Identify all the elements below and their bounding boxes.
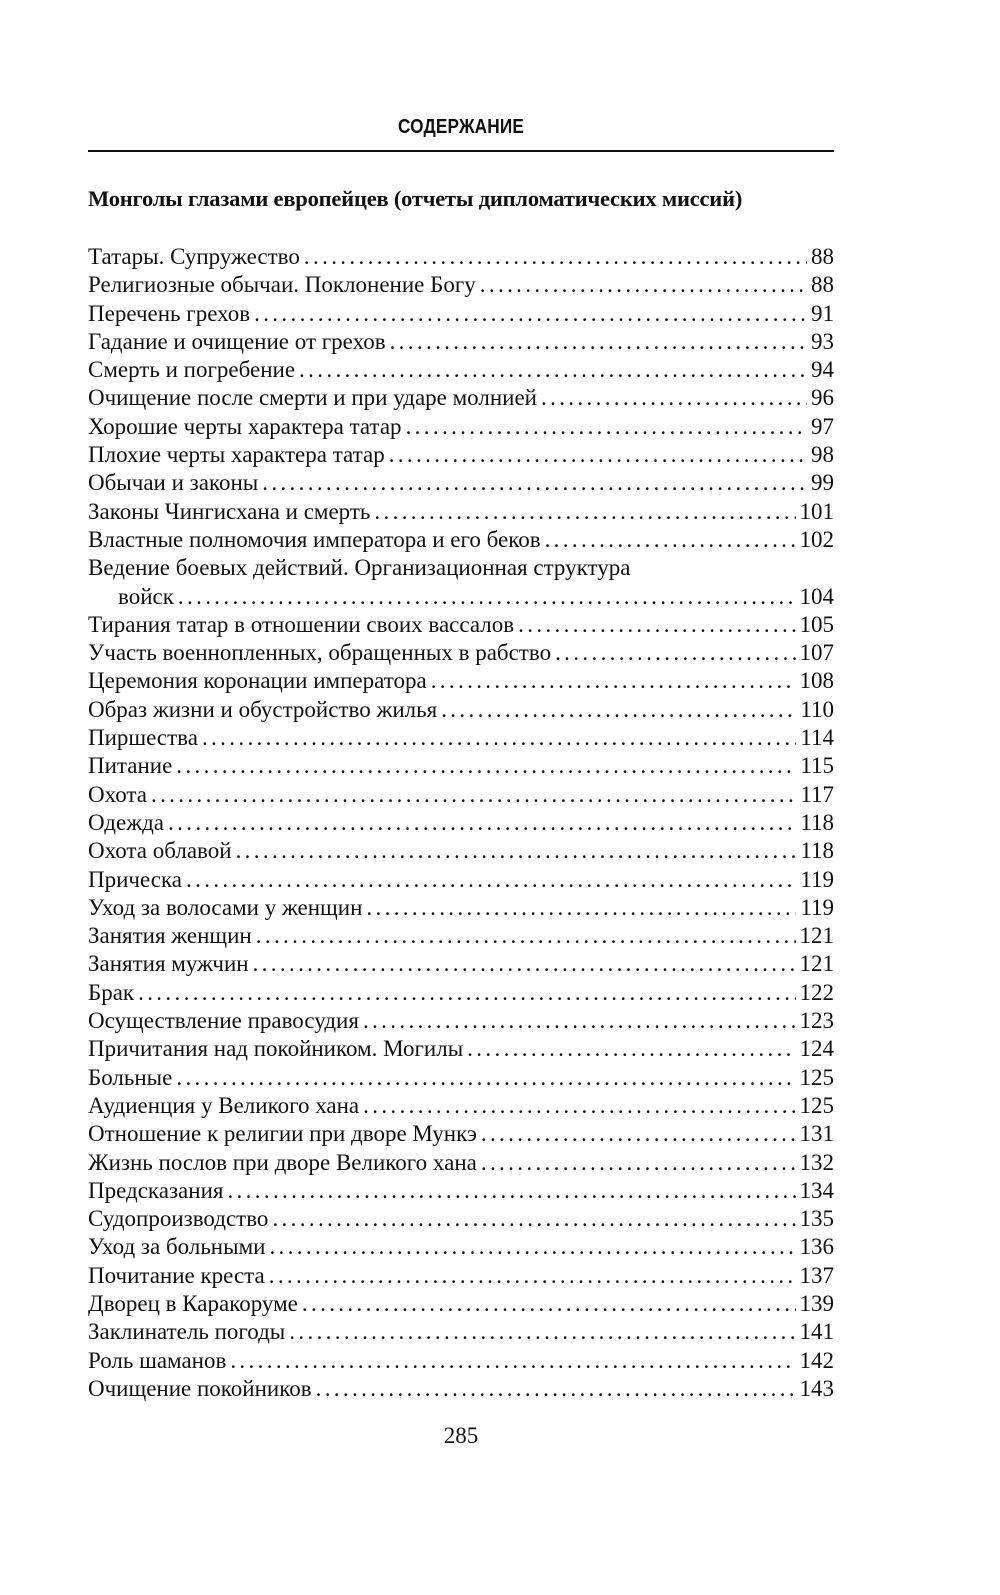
dot-leader xyxy=(545,526,796,554)
toc-entry xyxy=(88,1290,834,1318)
dot-leader xyxy=(227,1177,795,1205)
toc-entry-title: Уход за волосами у женщин xyxy=(88,894,363,920)
toc-entry xyxy=(88,583,834,611)
toc-entry-page: 96 xyxy=(811,385,834,411)
dot-leader xyxy=(151,781,796,809)
toc-entry xyxy=(88,413,834,441)
toc-entry-title: Одежда xyxy=(88,809,165,835)
toc-entry-page: 131 xyxy=(799,1121,834,1147)
dot-leader xyxy=(431,667,796,695)
toc-entry xyxy=(88,837,834,865)
toc-entry-title: Законы Чингисхана и смерть xyxy=(88,498,371,524)
dot-leader xyxy=(236,837,797,865)
dot-leader xyxy=(262,469,807,497)
toc-entry-page: 88 xyxy=(811,244,834,269)
toc-entry xyxy=(88,1347,834,1375)
toc-entry-page: 119 xyxy=(800,894,834,920)
toc-entry-page: 108 xyxy=(799,668,834,694)
dot-leader xyxy=(176,752,796,780)
dot-leader xyxy=(441,696,796,724)
toc-entry-page: 94 xyxy=(811,357,834,383)
dot-leader xyxy=(269,1233,795,1261)
toc-entry-title: Очищение покойников xyxy=(88,1375,312,1401)
toc-entry-page: 93 xyxy=(811,328,834,354)
dot-leader xyxy=(254,300,807,328)
dot-leader xyxy=(253,950,796,978)
toc-entry-title: Занятия мужчин xyxy=(88,951,249,977)
toc-entry-page: 134 xyxy=(799,1177,834,1203)
dot-leader xyxy=(269,1262,796,1290)
toc-entry-page: 122 xyxy=(799,979,834,1005)
dot-leader xyxy=(202,724,796,752)
toc-entry xyxy=(88,611,834,639)
toc-entry-page: 136 xyxy=(799,1234,834,1260)
toc-entry xyxy=(88,271,834,299)
toc-entry xyxy=(88,696,834,724)
toc-entry xyxy=(88,639,834,667)
dot-leader xyxy=(406,413,807,441)
toc-entry-title: Тирания татар в отношении своих вассалов xyxy=(88,611,515,637)
dot-leader xyxy=(178,583,796,611)
toc-entry-page: 142 xyxy=(799,1347,834,1373)
toc-entry xyxy=(88,1233,834,1261)
toc-entry-page: 121 xyxy=(799,923,834,949)
dot-leader xyxy=(256,922,796,950)
toc-entry-title: Участь военнопленных, обращенных в рабство xyxy=(88,640,552,666)
dot-leader xyxy=(302,1290,796,1318)
toc-entry xyxy=(88,1149,834,1177)
dot-leader xyxy=(518,611,795,639)
toc-entry-page: 88 xyxy=(811,272,834,298)
toc-entry-title: Почитание креста xyxy=(88,1262,265,1288)
toc-entry-title: Хорошие черты характера татар xyxy=(88,413,402,439)
toc-entry-title: Больные xyxy=(88,1064,173,1090)
dot-leader xyxy=(186,866,796,894)
toc-entry-title: Смерть и погребение xyxy=(88,357,296,383)
toc-entry-page: 105 xyxy=(799,611,834,637)
dot-leader xyxy=(272,1205,795,1233)
toc-entry-title: Пиршества xyxy=(88,725,198,751)
toc-entry-page: 132 xyxy=(799,1149,834,1175)
toc-entry-page: 125 xyxy=(799,1092,834,1118)
toc-entry-title: Охота xyxy=(88,781,147,807)
toc-entry xyxy=(88,781,834,809)
toc-entry xyxy=(88,866,834,894)
dot-leader xyxy=(363,1092,795,1120)
toc-entry-page: 104 xyxy=(799,583,834,609)
toc-entry-title: Церемония коронации императора xyxy=(88,668,427,694)
toc-entry xyxy=(88,979,834,1007)
toc-entry-title: Охота облавой xyxy=(88,838,232,864)
toc-entry-page: 98 xyxy=(811,442,834,468)
toc-entry-page: 91 xyxy=(811,300,834,326)
toc-entry xyxy=(88,441,834,469)
toc-entry-title: Религиозные обычаи. Поклонение Богу xyxy=(88,272,476,298)
toc-entry-title: Гадание и очищение от грехов xyxy=(88,328,386,354)
toc-entry-page: 137 xyxy=(799,1262,834,1288)
toc-entry-title: Властные полномочия императора и его беков xyxy=(88,526,541,552)
toc-entry xyxy=(88,752,834,780)
dot-leader xyxy=(555,639,795,667)
header-rule xyxy=(88,150,834,152)
toc-entry-title: Очищение после смерти и при ударе молнией xyxy=(88,385,537,411)
toc-entry-title: Причитания над покойником. Могилы xyxy=(88,1036,464,1062)
dot-leader xyxy=(390,328,807,356)
toc-entry-page: 143 xyxy=(799,1375,834,1401)
toc-entry-page: 125 xyxy=(799,1064,834,1090)
toc-entry xyxy=(88,667,834,695)
dot-leader xyxy=(289,1318,795,1346)
toc-entry-title: Питание xyxy=(88,753,173,779)
toc-entry xyxy=(88,469,834,497)
toc-entry-title: Татары. Супружество xyxy=(88,244,300,269)
toc-entry-line1 xyxy=(88,554,834,582)
toc-entry xyxy=(88,243,834,271)
toc-entry-title: Отношение к религии при дворе Мункэ xyxy=(88,1121,477,1147)
toc-entry-title: Плохие черты характера татар xyxy=(88,442,385,468)
toc-entry-title: Жизнь послов при дворе Великого хана xyxy=(88,1149,477,1175)
toc-entry-page: 118 xyxy=(800,809,834,835)
toc-entry-page: 99 xyxy=(811,470,834,496)
toc-entry xyxy=(88,1007,834,1035)
toc-entry xyxy=(88,809,834,837)
toc-entry-title: Предсказания xyxy=(88,1177,224,1203)
toc-entry xyxy=(88,328,834,356)
toc-entry-page: 141 xyxy=(799,1319,834,1345)
toc-entry xyxy=(88,1177,834,1205)
dot-leader xyxy=(230,1347,795,1375)
dot-leader xyxy=(541,384,807,412)
dot-leader xyxy=(480,271,807,299)
toc-entry-title-line1: Ведение боевых действий. Организационная структура xyxy=(88,555,631,581)
dot-leader xyxy=(299,356,807,384)
toc-entry xyxy=(88,384,834,412)
dot-leader xyxy=(374,498,795,526)
dot-leader xyxy=(389,441,807,469)
running-head: СОДЕРЖАНИЕ xyxy=(397,116,525,138)
toc-entry-page: 121 xyxy=(799,951,834,977)
toc-entry-title: Уход за больными xyxy=(88,1234,266,1260)
toc-entry-title: Брак xyxy=(88,979,135,1005)
dot-leader xyxy=(366,894,796,922)
toc-entry xyxy=(88,356,834,384)
toc-entry-title: Образ жизни и обустройство жилья xyxy=(88,696,438,722)
dot-leader xyxy=(363,1007,796,1035)
toc-entry-title: войск xyxy=(118,583,174,609)
toc-entry-page: 114 xyxy=(800,725,834,751)
toc-entry-page: 124 xyxy=(799,1036,834,1062)
dot-leader xyxy=(138,979,795,1007)
page-number: 285 xyxy=(443,1423,479,1448)
toc-entry xyxy=(88,526,834,554)
toc-entry-title: Занятия женщин xyxy=(88,923,252,949)
toc-entry xyxy=(88,1035,834,1063)
toc-entry-page: 139 xyxy=(799,1290,834,1316)
toc-entry-title: Заклинатель погоды xyxy=(88,1319,286,1345)
section-title: Монголы глазами европейцев (отчеты дипломатических миссий) xyxy=(88,186,743,211)
toc-entry xyxy=(88,1205,834,1233)
toc-entry-page: 123 xyxy=(799,1008,834,1034)
toc-entry-page: 117 xyxy=(800,781,834,807)
dot-leader xyxy=(304,243,807,271)
toc-entry-title: Обычаи и законы xyxy=(88,470,259,496)
toc-entry-page: 115 xyxy=(800,753,834,779)
toc-entry-page: 135 xyxy=(799,1206,834,1232)
dot-leader xyxy=(168,809,796,837)
toc-entry-page: 118 xyxy=(800,838,834,864)
toc-entry-title: Судопроизводство xyxy=(88,1206,269,1232)
dot-leader xyxy=(176,1064,795,1092)
toc-entry xyxy=(88,1092,834,1120)
toc-entry xyxy=(88,894,834,922)
dot-leader xyxy=(467,1035,795,1063)
toc-entry-page: 119 xyxy=(800,866,834,892)
table-of-contents xyxy=(88,243,834,1403)
toc-entry xyxy=(88,1318,834,1346)
toc-entry-title: Прическа xyxy=(88,866,183,892)
toc-entry-title: Дворец в Каракоруме xyxy=(88,1290,298,1316)
toc-entry-title: Роль шаманов xyxy=(88,1347,227,1373)
toc-entry-page: 107 xyxy=(799,640,834,666)
toc-entry-page: 110 xyxy=(800,696,834,722)
toc-entry xyxy=(88,922,834,950)
toc-entry xyxy=(88,498,834,526)
dot-leader xyxy=(316,1375,796,1403)
toc-entry-page: 101 xyxy=(799,498,834,524)
toc-entry-title: Перечень грехов xyxy=(88,300,251,326)
toc-entry xyxy=(88,724,834,752)
dot-leader xyxy=(481,1120,796,1148)
toc-entry-page: 102 xyxy=(799,526,834,552)
toc-entry-title: Осуществление правосудия xyxy=(88,1008,359,1034)
toc-entry-page: 97 xyxy=(811,413,834,439)
dot-leader xyxy=(481,1149,796,1177)
toc-entry xyxy=(88,300,834,328)
toc-entry xyxy=(88,1120,834,1148)
toc-entry xyxy=(88,1375,834,1403)
toc-entry-title: Аудиенция у Великого хана xyxy=(88,1092,360,1118)
toc-entry xyxy=(88,1064,834,1092)
toc-entry xyxy=(88,1262,834,1290)
toc-entry xyxy=(88,950,834,978)
